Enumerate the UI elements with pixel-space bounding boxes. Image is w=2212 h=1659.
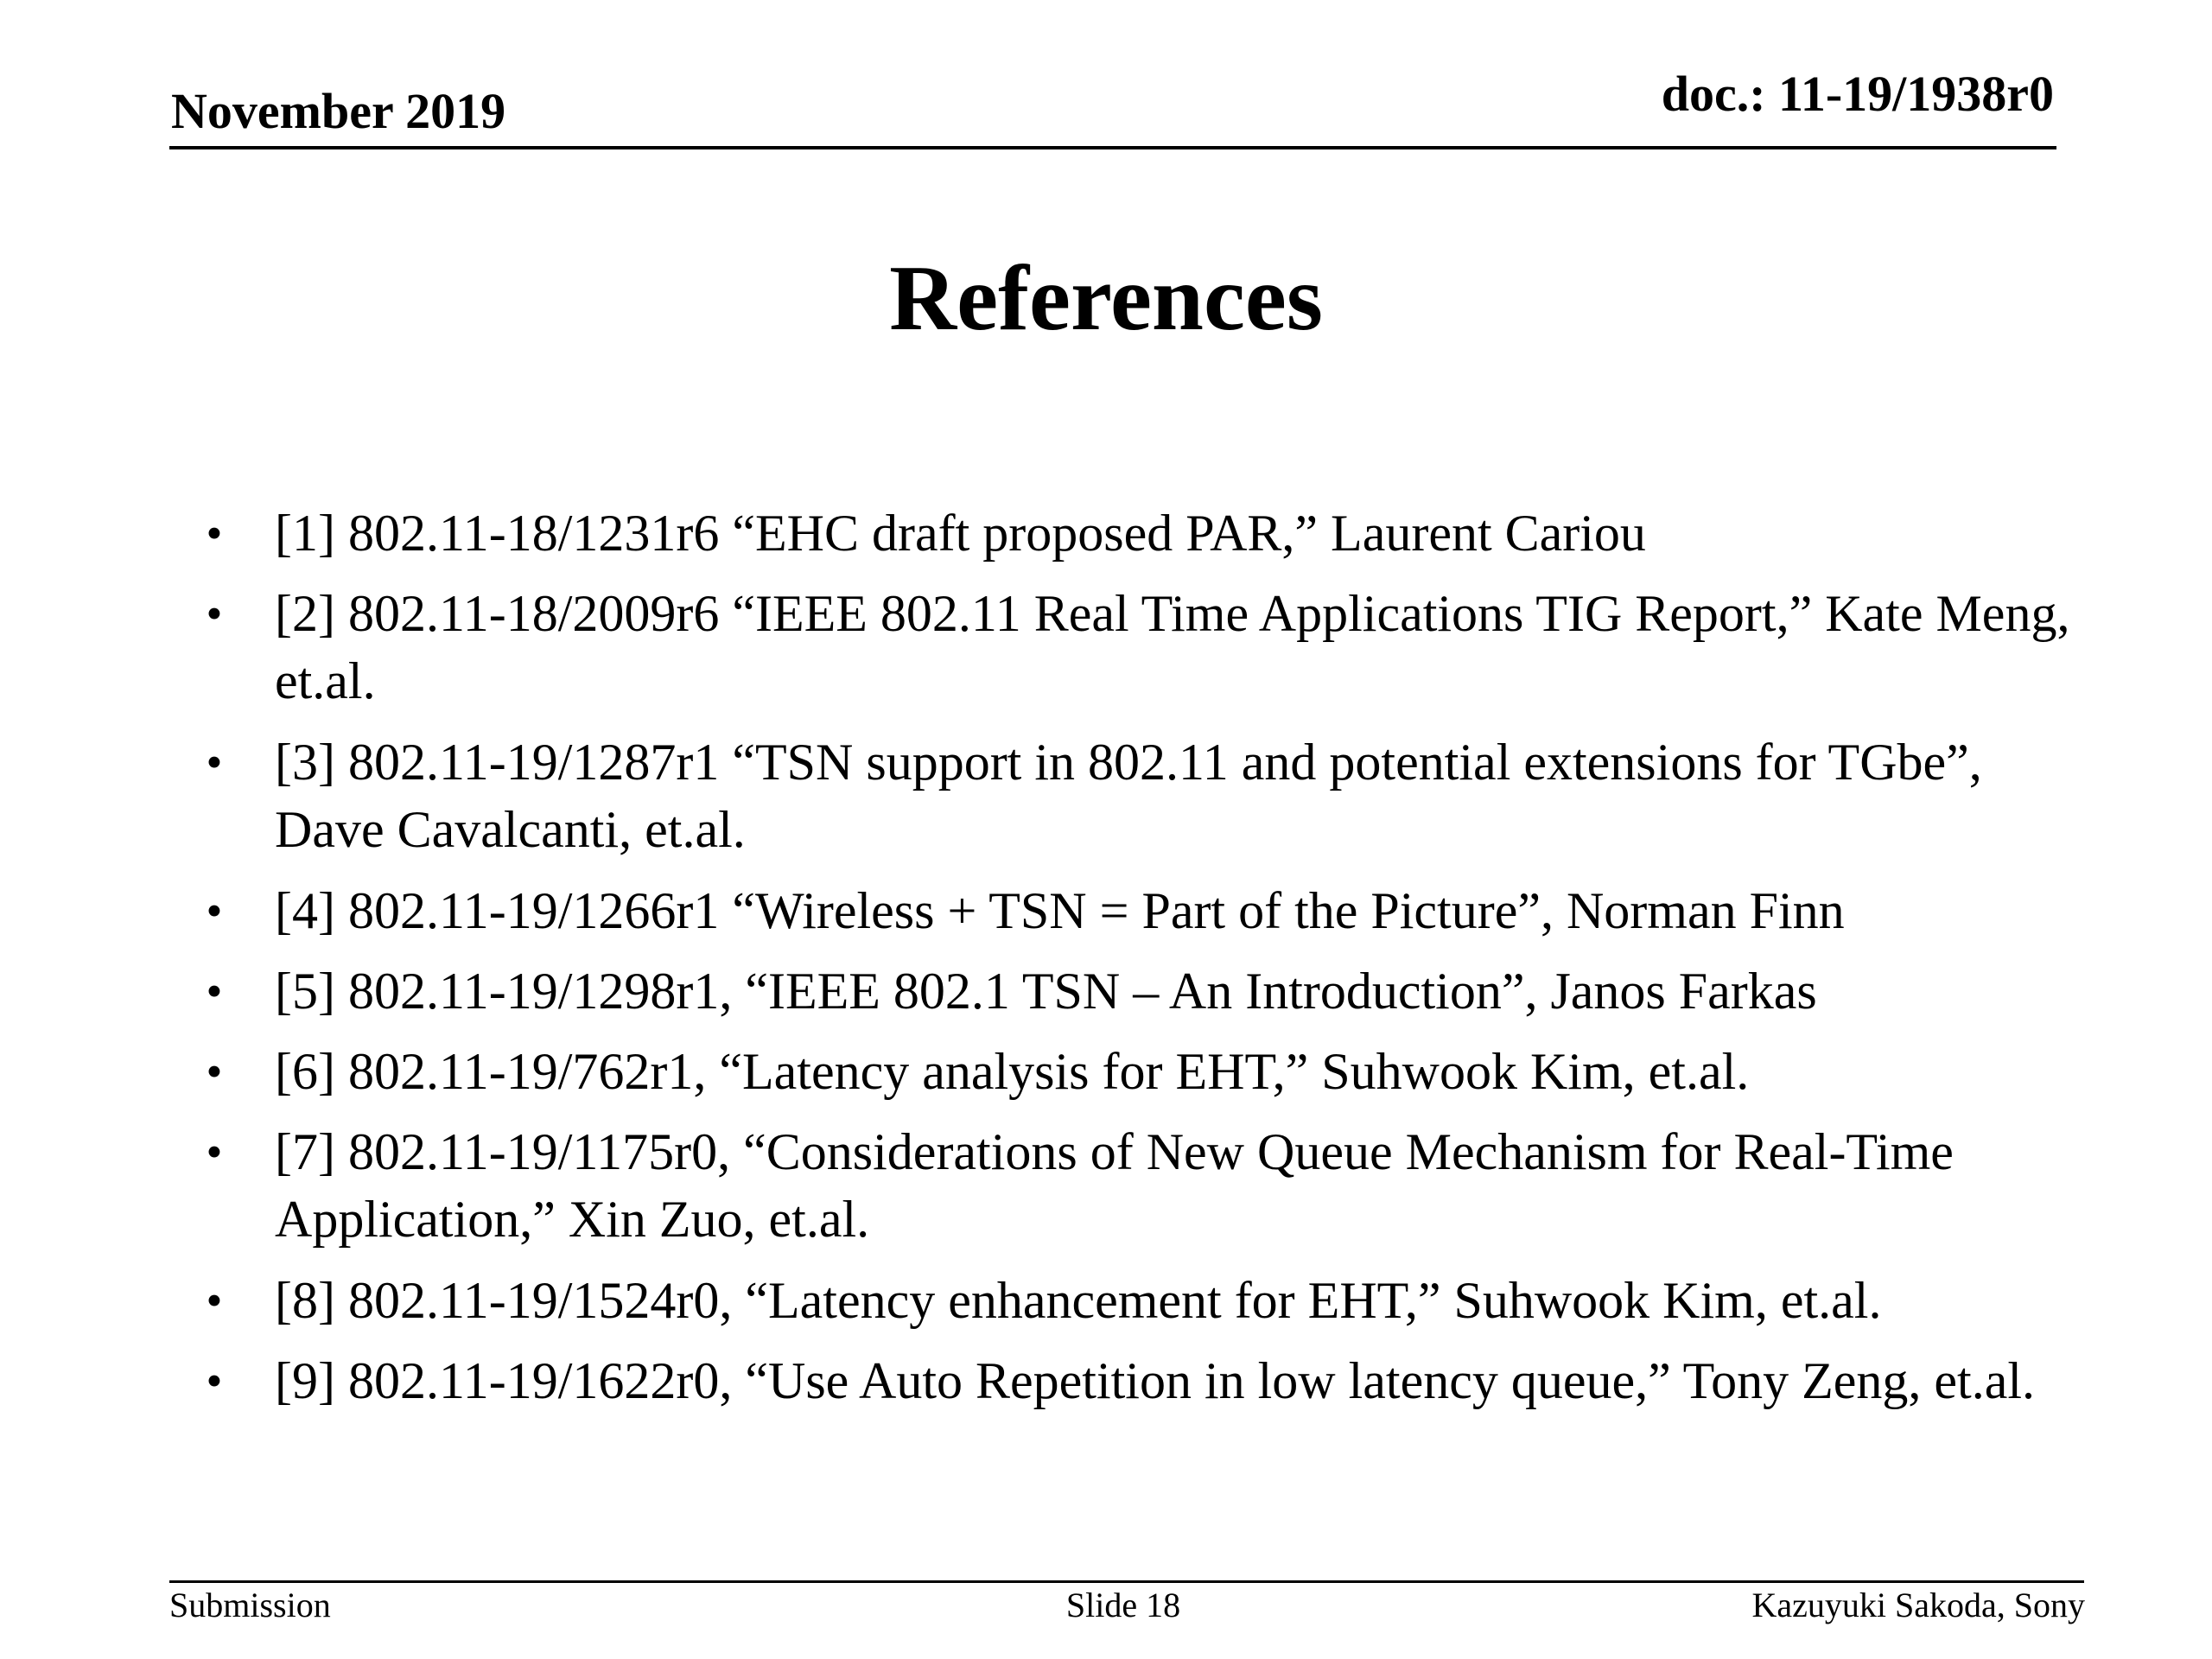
reference-item-6 (206, 1038, 2081, 1105)
bullet-icon: • (206, 1274, 223, 1326)
reference-item-3 (206, 728, 2081, 863)
bullet-icon: • (206, 507, 223, 559)
reference-item-5 (206, 957, 2081, 1025)
reference-item-4 (206, 877, 2081, 944)
footer-submission: Submission (169, 1586, 331, 1624)
reference-item-2 (206, 580, 2081, 715)
reference-text: [9] 802.11-19/1622r0, “Use Auto Repetition in low latency queue,” Tony Zeng, et.al. (275, 1352, 2036, 1409)
bullet-icon: • (206, 1126, 223, 1178)
slide-title: References (889, 247, 1323, 350)
footer-author: Kazuyuki Sakoda, Sony (1751, 1586, 2085, 1624)
bullet-icon: • (206, 885, 223, 937)
bullet-icon: • (206, 1355, 223, 1407)
reference-text: [3] 802.11-19/1287r1 “TSN support in 802.11 and potential extensions for TGbe”, Dave Cavalcanti, et.al. (275, 734, 1982, 858)
footer-slide-number: Slide 18 (1065, 1586, 1181, 1624)
bullet-icon: • (206, 965, 223, 1017)
header-doc-id: doc.: 11-19/1938r0 (1661, 66, 2054, 122)
reference-text: [6] 802.11-19/762r1, “Latency analysis for EHT,” Suhwook Kim, et.al. (275, 1043, 1750, 1100)
footer-divider (169, 1580, 2084, 1583)
reference-item-1 (206, 499, 2081, 567)
bullet-icon: • (206, 736, 223, 788)
bullet-icon: • (206, 588, 223, 639)
reference-text: [7] 802.11-19/1175r0, “Considerations of New Queue Mechanism for Real-Time Application,” Xin Zuo, et.al. (275, 1123, 1954, 1248)
reference-text: [5] 802.11-19/1298r1, “IEEE 802.1 TSN – An Introduction”, Janos Farkas (275, 963, 1817, 1020)
reference-text: [8] 802.11-19/1524r0, “Latency enhancement for EHT,” Suhwook Kim, et.al. (275, 1272, 1882, 1329)
reference-item-8 (206, 1267, 2081, 1334)
bullet-icon: • (206, 1046, 223, 1097)
header-date: November 2019 (171, 83, 506, 139)
reference-text: [2] 802.11-18/2009r6 “IEEE 802.11 Real Time Applications TIG Report,” Kate Meng, et.al. (275, 585, 2070, 709)
reference-item-9 (206, 1347, 2081, 1414)
reference-text: [4] 802.11-19/1266r1 “Wireless + TSN = Part of the Picture”, Norman Finn (275, 882, 1845, 939)
reference-text: [1] 802.11-18/1231r6 “EHC draft proposed PAR,” Laurent Cariou (275, 505, 1646, 562)
reference-item-7 (206, 1118, 2081, 1253)
